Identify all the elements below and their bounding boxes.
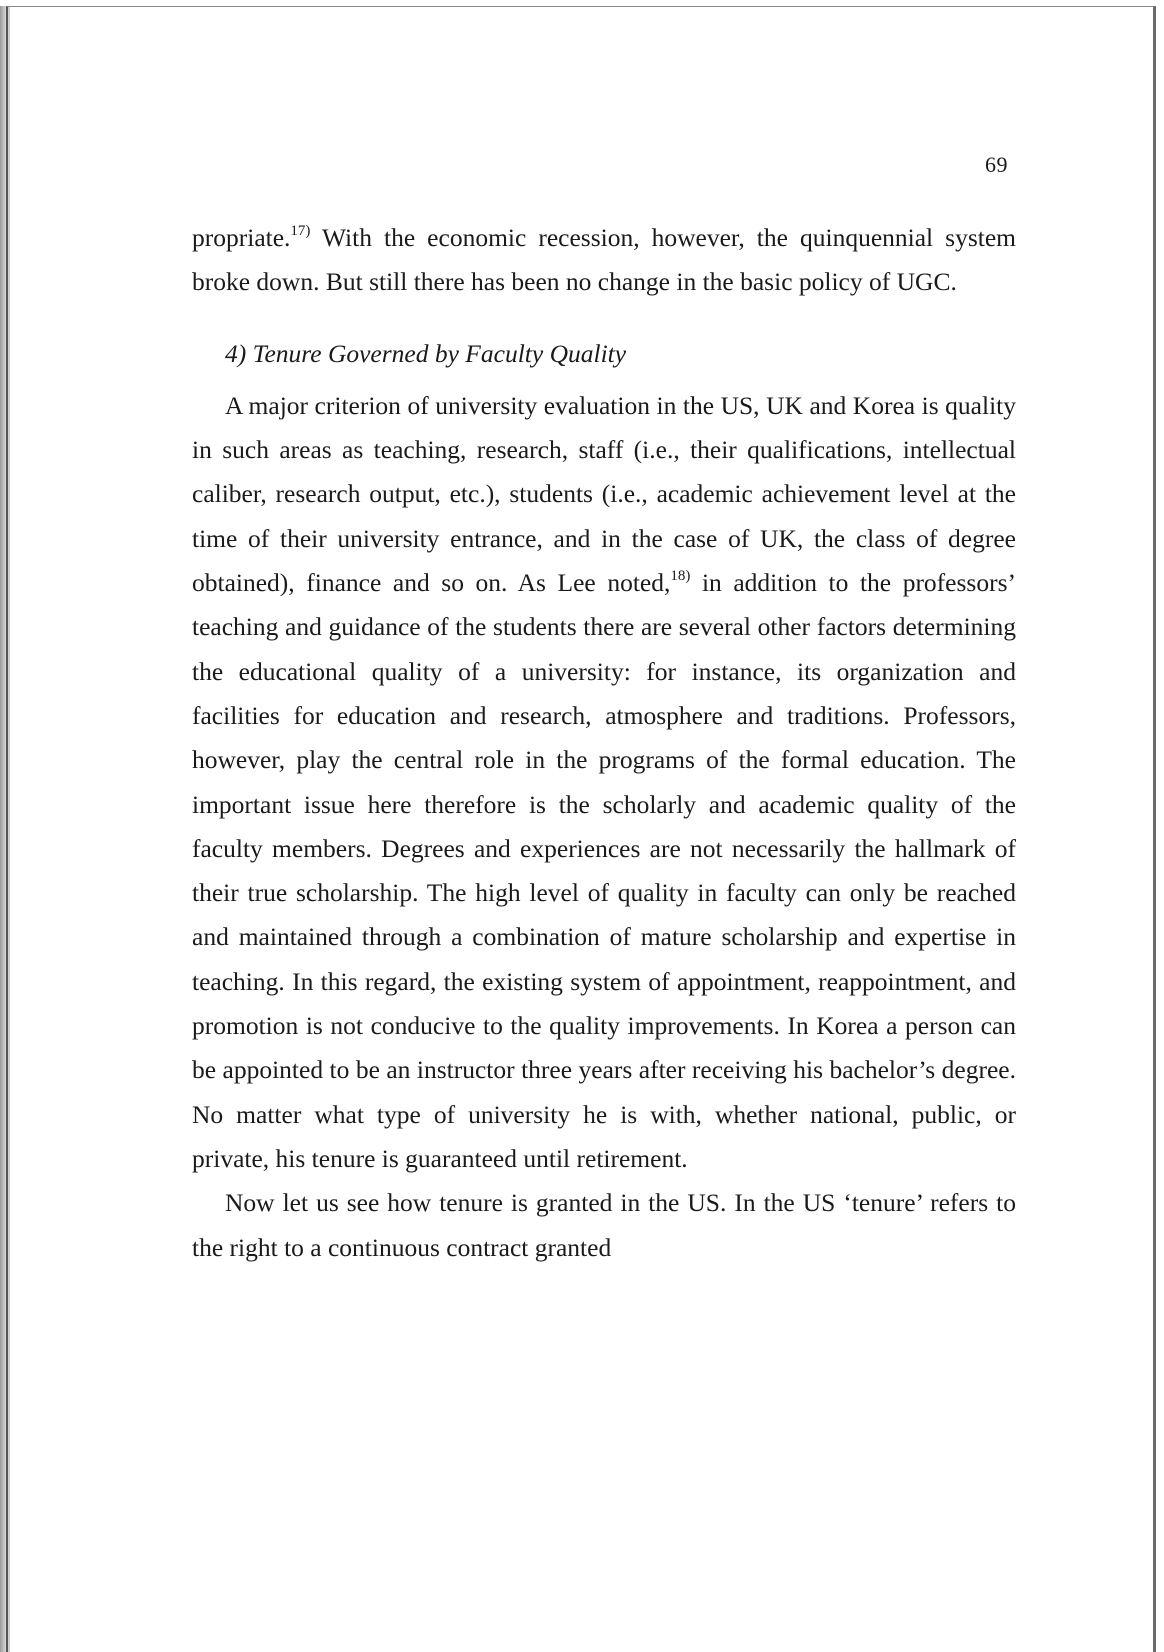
- body-text: [192, 216, 1016, 1270]
- paragraph-text: in addition to the professors’ teaching and guidance of the students there are several other factors determining the educational quality of a university: for instance, its organization and facilities for education and research, atmosphere and traditions. Professors, however, play the central role in the programs of the formal education. The important issue here therefore is the scholarly and academic quality of the faculty members. Degrees and experiences are not necessarily the hallmark of their true scholarship. The high level of quality in faculty can only be reached and maintained through a combination of mature scholarship and expertise in teaching. In this regard, the existing system of appointment, reappointment, and promotion is not conducive to the quality improvements. In Korea a person can be appointed to be an instructor three years after receiving his bachelor’s degree. No matter what type of university he is with, whether national, public, or private, his tenure is guaranteed until retirement.: [192, 568, 1016, 1173]
- paragraph-text: With the economic recession, however, the quinquennial system broke down. But still there has been no change in the basic policy of UGC.: [192, 223, 1016, 297]
- footnote-marker: 18): [670, 568, 691, 585]
- paragraph: Now let us see how tenure is granted in the US. In the US ‘tenure’ refers to the right to a continuous contract granted: [192, 1188, 1016, 1262]
- page-number: 69: [985, 152, 1008, 177]
- paragraph: [192, 216, 1016, 305]
- paragraph: [192, 384, 1016, 1181]
- paragraph-text: propriate.: [192, 223, 291, 252]
- section-heading: 4) Tenure Governed by Faculty Quality: [225, 338, 627, 368]
- paragraph-text: A major criterion of university evaluation in the US, UK and Korea is quality in such areas as teaching, research, staff (i.e., their qualifications, intellectual caliber, research output, etc.), students (i.e., academic achievement level at the time of their university entrance, and in the case of UK, the class of degree obtained), finance and so on. As Lee noted,: [192, 390, 1016, 598]
- footnote-marker: 17): [290, 223, 311, 239]
